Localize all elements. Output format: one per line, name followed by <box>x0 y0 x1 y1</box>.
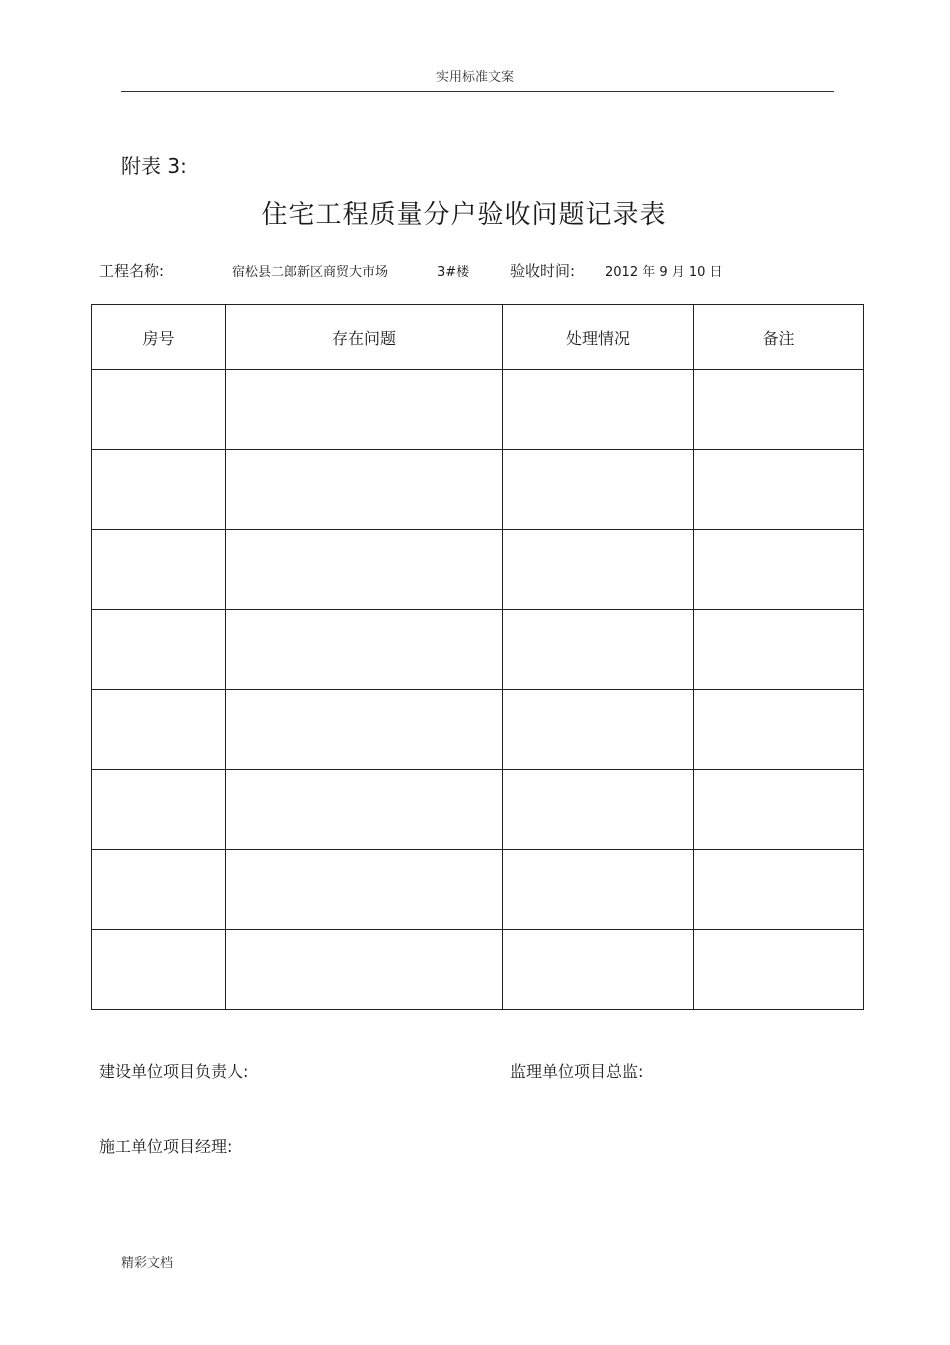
document-title: 住宅工程质量分户验收问题记录表 <box>261 200 667 230</box>
signature-contractor-manager: 施工单位项目经理: <box>99 1137 233 1156</box>
table-cell[interactable] <box>92 770 226 850</box>
table-header-row <box>92 305 864 370</box>
table-cell[interactable] <box>226 370 503 450</box>
inspection-date-label: 验收时间: <box>510 262 576 280</box>
table-cell[interactable] <box>503 370 694 450</box>
table-cell[interactable] <box>226 450 503 530</box>
table-cell[interactable] <box>503 690 694 770</box>
table-row <box>92 770 864 850</box>
table-cell[interactable] <box>694 450 864 530</box>
table-cell[interactable] <box>503 930 694 1010</box>
table-row <box>92 690 864 770</box>
table-cell[interactable] <box>503 450 694 530</box>
page-footer-text: 精彩文档 <box>121 1256 174 1271</box>
table-cell[interactable] <box>226 930 503 1010</box>
building-number: 3#楼 <box>437 265 470 280</box>
table-cell[interactable] <box>694 850 864 930</box>
inspection-date-value: 2012 年 9 月 10 日 <box>605 265 723 280</box>
table-cell[interactable] <box>92 930 226 1010</box>
table-cell[interactable] <box>92 610 226 690</box>
table-row <box>92 370 864 450</box>
table-cell[interactable] <box>694 690 864 770</box>
table-row <box>92 450 864 530</box>
table-cell[interactable] <box>694 610 864 690</box>
table-cell[interactable] <box>226 770 503 850</box>
column-header-issues: 存在问题 <box>226 305 503 370</box>
table-cell[interactable] <box>226 850 503 930</box>
table-cell[interactable] <box>503 530 694 610</box>
table-row <box>92 850 864 930</box>
project-name-value: 宿松县二郎新区商贸大市场 <box>232 265 389 280</box>
column-header-remarks: 备注 <box>694 305 864 370</box>
issue-record-table <box>91 304 864 1010</box>
table-row <box>92 530 864 610</box>
signature-owner-manager: 建设单位项目负责人: <box>99 1062 249 1081</box>
table-cell[interactable] <box>92 850 226 930</box>
table-cell[interactable] <box>92 370 226 450</box>
table-cell[interactable] <box>503 850 694 930</box>
table-cell[interactable] <box>503 770 694 850</box>
table-cell[interactable] <box>694 930 864 1010</box>
table-cell[interactable] <box>694 370 864 450</box>
header-divider <box>121 91 834 92</box>
table-cell[interactable] <box>92 530 226 610</box>
table-cell[interactable] <box>226 610 503 690</box>
table-cell[interactable] <box>503 610 694 690</box>
table-cell[interactable] <box>92 690 226 770</box>
table-cell[interactable] <box>226 690 503 770</box>
column-header-handling: 处理情况 <box>503 305 694 370</box>
table-cell[interactable] <box>694 770 864 850</box>
page-header-text: 实用标准文案 <box>435 70 514 85</box>
project-name-label: 工程名称: <box>99 262 165 280</box>
signature-supervisor: 监理单位项目总监: <box>510 1062 644 1081</box>
appendix-label: 附表 3: <box>121 154 187 178</box>
table-cell[interactable] <box>226 530 503 610</box>
table-row <box>92 930 864 1010</box>
column-header-room-number: 房号 <box>92 305 226 370</box>
table-cell[interactable] <box>92 450 226 530</box>
table-row <box>92 610 864 690</box>
table-cell[interactable] <box>694 530 864 610</box>
